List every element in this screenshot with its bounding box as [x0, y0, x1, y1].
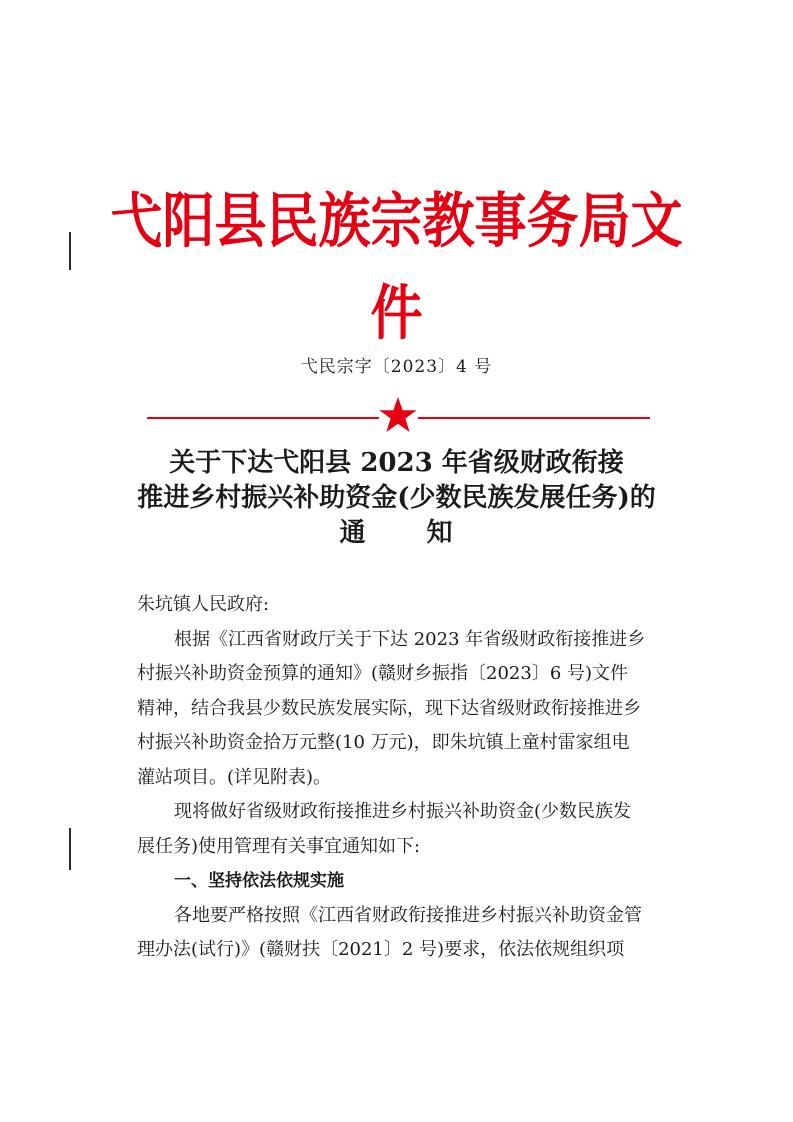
scan-margin-mark: [69, 232, 71, 270]
scan-margin-mark: [69, 828, 71, 870]
star-icon: [378, 395, 418, 435]
paragraph-line: 村振兴补助资金预算的通知》(赣财乡振指〔2023〕6 号)文件: [137, 663, 629, 684]
red-separator-left: [147, 417, 379, 419]
paragraph-line: 展任务)使用管理有关事宜通知如下:: [137, 835, 421, 857]
paragraph-line: 村振兴补助资金拾万元整(10 万元)，即朱坑镇上童村雷家组电: [137, 732, 630, 753]
document-number: 弋民宗字〔2023〕4 号: [300, 357, 493, 377]
paragraph-line: 灌站项目。(详见附表)。: [137, 766, 332, 788]
document-title-line-3: [60, 514, 733, 552]
paragraph-line: 精神，结合我县少数民族发展实际，现下达省级财政衔接推进乡: [137, 697, 641, 719]
red-separator-right: [418, 417, 650, 419]
title-char-zhi: 知: [426, 518, 454, 548]
paragraph-line: 根据《江西省财政厅关于下达 2023 年省级财政衔接推进乡: [174, 628, 646, 650]
paragraph-line: 各地要严格按照《江西省财政衔接推进乡村振兴补助资金管: [174, 904, 642, 926]
paragraph-line: 理办法(试行)》(赣财扶〔2021〕2 号)要求，依法依规组织项: [137, 939, 625, 960]
document-title-line-1: 关于下达弋阳县 2023 年省级财政衔接: [169, 448, 624, 478]
document-body: [137, 588, 657, 968]
section-heading: 一、坚持依法依规实施: [174, 871, 344, 891]
masthead-title: 弋阳县民族宗教事务局文件: [110, 186, 683, 349]
document-title-line-2: 推进乡村振兴补助资金(少数民族发展任务)的: [137, 483, 656, 513]
paragraph-line: 现将做好省级财政衔接推进乡村振兴补助资金(少数民族发: [174, 801, 632, 822]
salutation: 朱坑镇人民政府:: [137, 594, 270, 615]
title-char-tong: 通: [339, 518, 367, 548]
